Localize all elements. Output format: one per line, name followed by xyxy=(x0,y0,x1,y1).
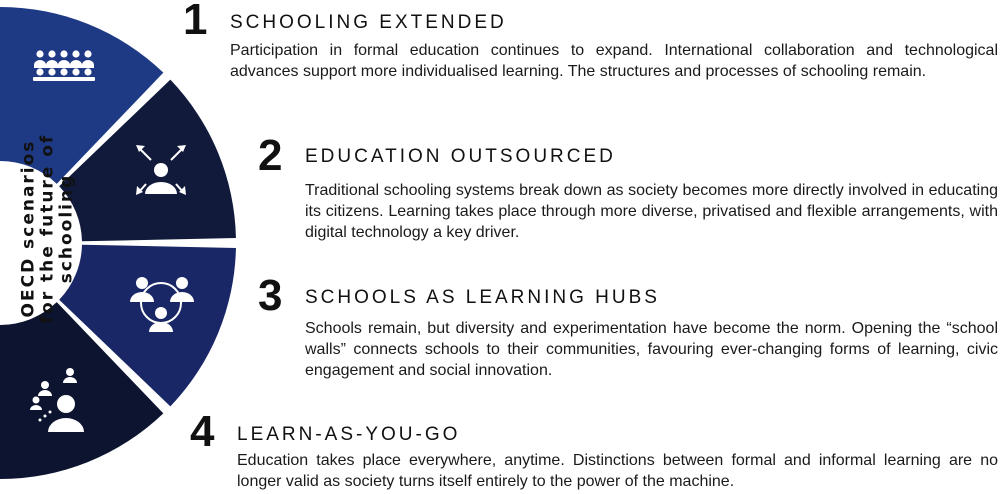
scenario-description: Participation in formal education continues to expand. International collaboration and technological advances support more individualised learning. The structures and processes of schooling remain. xyxy=(230,42,998,80)
scenario-title: EDUCATION OUTSOURCED xyxy=(305,146,616,167)
scenario-description: Schools remain, but diversity and experimentation have become the norm. Opening the “school walls” connects schools to their communities, favouring ever-changing forms of learning, civic engagement and social innovation. xyxy=(305,320,998,379)
center-label-line-3: schooling xyxy=(56,173,77,284)
scenario-description: Education takes place everywhere, anytime. Distinctions between formal and informal learning are no longer valid as society turns itself entirely to the power of the machine. xyxy=(237,452,998,490)
scenario-title: SCHOOLS AS LEARNING HUBS xyxy=(305,287,660,308)
scenario-number: 3 xyxy=(258,271,283,320)
scenario-description: Traditional schooling systems break down as society becomes more directly involved in educating its citizens. Learning takes place through more diverse, privatised and flexible arrangements, with digital technology a key driver. xyxy=(305,182,998,241)
scenario-title: SCHOOLING EXTENDED xyxy=(230,12,507,33)
scenario-title: LEARN-AS-YOU-GO xyxy=(237,424,461,445)
scenario-number: 2 xyxy=(258,131,283,180)
scenario-number: 4 xyxy=(190,407,215,456)
center-label-line-1: OECD scenarios xyxy=(18,139,39,318)
scenario-number: 1 xyxy=(183,0,208,44)
center-label-line-2: for the future of xyxy=(37,133,58,324)
center-label xyxy=(20,109,77,349)
